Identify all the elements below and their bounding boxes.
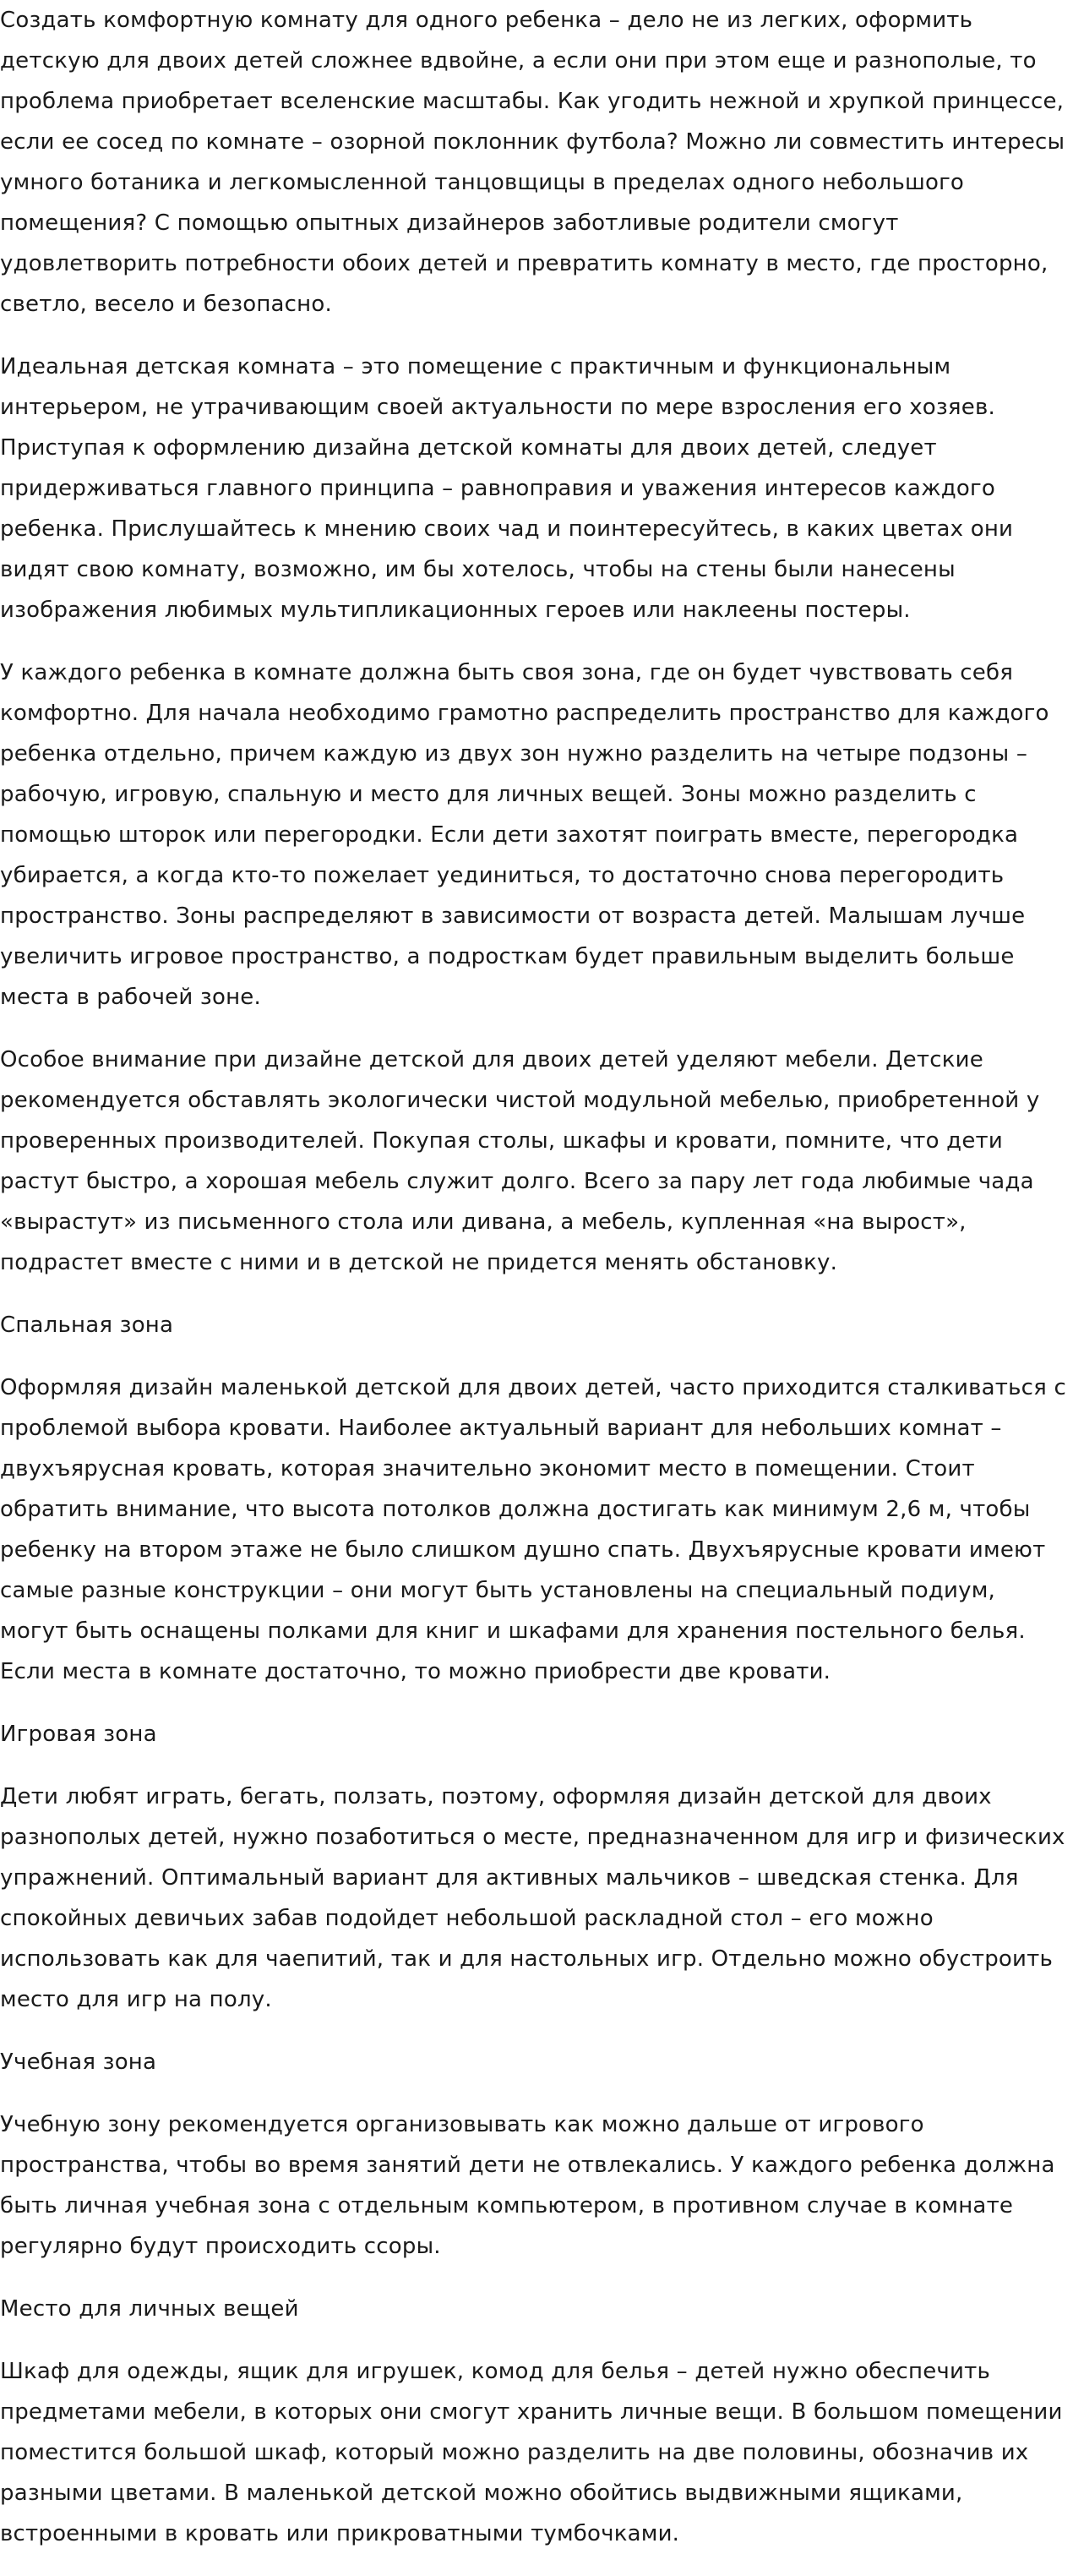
personal-items-heading: Место для личных вещей xyxy=(0,2296,299,2322)
zones-paragraph: У каждого ребенка в комнате должна быть своя зона, где он будет чувствовать себя комфортно. Для начала необходимо грамотно распределить пространство для каждого ребенка отдельно, причем каждую из двух зон нужно разделить на четыре подзоны – рабочую, игровую, спальную и место для личных вещей. Зоны можно разделить с помощью шторок или перегородки. Если дети захотят поиграть вместе, перегородка убирается, а когда кто-то пожелает уединиться, то достаточно снова перегородить пространство. Зоны распределяют в зависимости от возраста детей. Малышам лучше увеличить игровое пространство, а подросткам будет правильным выделить больше места в рабочей зоне. xyxy=(0,660,1049,1010)
study-zone-paragraph: Учебную зону рекомендуется организовывать как можно дальше от игрового пространства, чтобы во время занятий дети не отвлекались. У каждого ребенка должна быть личная учебная зона с отдельным компьютером, в противном случае в комнате регулярно будут происходить ссоры. xyxy=(0,2112,1055,2259)
intro-paragraph: Создать комфортную комнату для одного ребенка – дело не из легких, оформить детскую для двоих детей сложнее вдвойне, а если они при этом еще и разнополые, то проблема приобретает вселенские масштабы. Как угодить нежной и хрупкой принцессе, если ее сосед по комнате – озорной поклонник футбола? Можно ли совместить интересы умного ботаника и легкомысленной танцовщицы в пределах одного небольшого помещения? С помощью опытных дизайнеров заботливые родители смогут удовлетворить потребности обоих детей и превратить комнату в место, где просторно, светло, весело и безопасно. xyxy=(0,8,1065,317)
sleeping-zone-heading: Спальная зона xyxy=(0,1313,174,1338)
play-zone-paragraph: Дети любят играть, бегать, ползать, поэтому, оформляя дизайн детской для двоих разнополых детей, нужно позаботиться о месте, предназначенном для игр и физических упражнений. Оптимальный вариант для активных мальчиков – шведская стенка. Для спокойных девичьих забав подойдет небольшой раскладной стол – его можно использовать как для чаепитий, так и для настольных игр. Отдельно можно обустроить место для игр на полу. xyxy=(0,1784,1065,2012)
sleeping-zone-paragraph: Оформляя дизайн маленькой детской для двоих детей, часто приходится сталкиваться с проблемой выбора кровати. Наиболее актуальный вариант для небольших комнат – двухъярусная кровать, которая значительно экономит место в помещении. Стоит обратить внимание, что высота потолков должна достигать как минимум 2,6 м, чтобы ребенку на втором этаже не было слишком душно спать. Двухъярусные кровати имеют самые разные конструкции – они могут быть установлены на специальный подиум, могут быть оснащены полками для книг и шкафами для хранения постельного белья. Если места в комнате достаточно, то можно приобрести две кровати. xyxy=(0,1375,1066,1684)
personal-items-paragraph: Шкаф для одежды, ящик для игрушек, комод для белья – детей нужно обеспечить предметами мебели, в которых они смогут хранить личные вещи. В большом помещении поместится большой шкаф, который можно разделить на две половины, обозначив их разными цветами. В маленькой детской можно обойтись выдвижными ящиками, встроенными в кровать или прикроватными тумбочками. xyxy=(0,2359,1063,2546)
study-zone-heading: Учебная зона xyxy=(0,2049,157,2075)
ideal-room-paragraph: Идеальная детская комната – это помещение с практичным и функциональным интерьером, не утрачивающим своей актуальности по мере взросления его хозяев. Приступая к оформлению дизайна детской комнаты для двоих детей, следует придерживаться главного принципа – равноправия и уважения интересов каждого ребенка. Прислушайтесь к мнению своих чад и поинтересуйтесь, в каких цветах они видят свою комнату, возможно, им бы хотелось, чтобы на стены были нанесены изображения любимых мультипликационных героев или наклеены постеры. xyxy=(0,354,1014,623)
furniture-paragraph: Особое внимание при дизайне детской для двоих детей уделяют мебели. Детские рекомендуется обставлять экологически чистой модульной мебелью, приобретенной у проверенных производителей. Покупая столы, шкафы и кровати, помните, что дети растут быстро, а хорошая мебель служит долго. Всего за пару лет года любимые чада «вырастут» из письменного стола или дивана, а мебель, купленная «на вырост», подрастет вместе с ними и в детской не придется менять обстановку. xyxy=(0,1047,1040,1275)
play-zone-heading: Игровая зона xyxy=(0,1722,157,1747)
